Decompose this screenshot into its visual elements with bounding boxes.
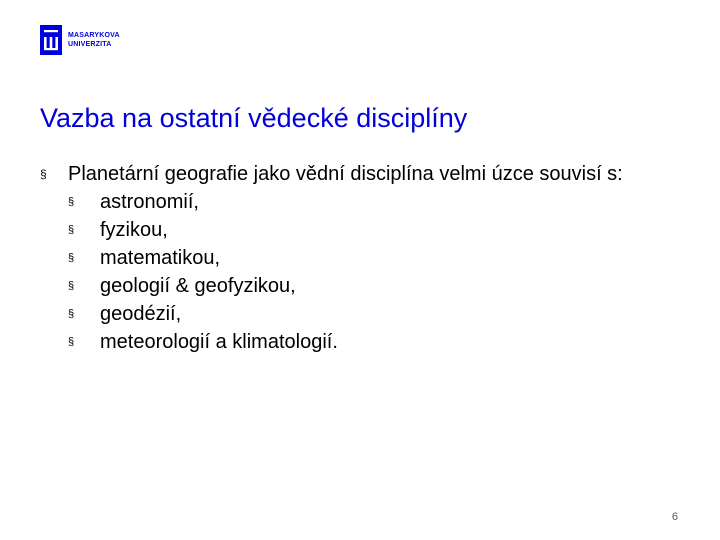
bullet-marker: § <box>68 196 75 208</box>
university-name <box>68 31 120 49</box>
slide-title: Vazba na ostatní vědecké disciplíny <box>40 103 468 133</box>
main-bullet-text: Planetární geografie jako vědní disciplína velmi úzce souvisí s: <box>68 163 623 185</box>
sub-bullet-list <box>68 188 670 356</box>
sub-bullet-text: geodézií, <box>100 303 182 325</box>
sub-bullet-text: geologií & geofyzikou, <box>100 275 296 297</box>
bullet-marker: § <box>68 308 75 320</box>
page-number: 6 <box>671 511 678 523</box>
sub-bullet-item <box>68 272 670 300</box>
sub-bullet-item <box>68 188 670 216</box>
sub-bullet-item <box>68 244 670 272</box>
university-logo-icon <box>40 25 62 55</box>
slide-content <box>40 160 670 356</box>
main-bullet-item <box>40 160 670 356</box>
bullet-marker: § <box>40 167 47 181</box>
sub-bullet-item <box>68 328 670 356</box>
bullet-list <box>40 160 670 356</box>
university-name-line2: UNIVERZITA <box>68 41 112 48</box>
sub-bullet-item <box>68 300 670 328</box>
university-name-line1: MASARYKOVA <box>68 32 120 39</box>
bullet-marker: § <box>68 336 75 348</box>
sub-bullet-text: astronomií, <box>100 191 199 213</box>
bullet-marker: § <box>68 280 75 292</box>
bullet-marker: § <box>68 252 75 264</box>
sub-bullet-text: matematikou, <box>100 247 221 269</box>
sub-bullet-text: meteorologií a klimatologií. <box>100 331 338 353</box>
sub-bullet-text: fyzikou, <box>100 219 168 241</box>
sub-bullet-item <box>68 216 670 244</box>
university-logo <box>40 25 120 55</box>
bullet-marker: § <box>68 224 75 236</box>
